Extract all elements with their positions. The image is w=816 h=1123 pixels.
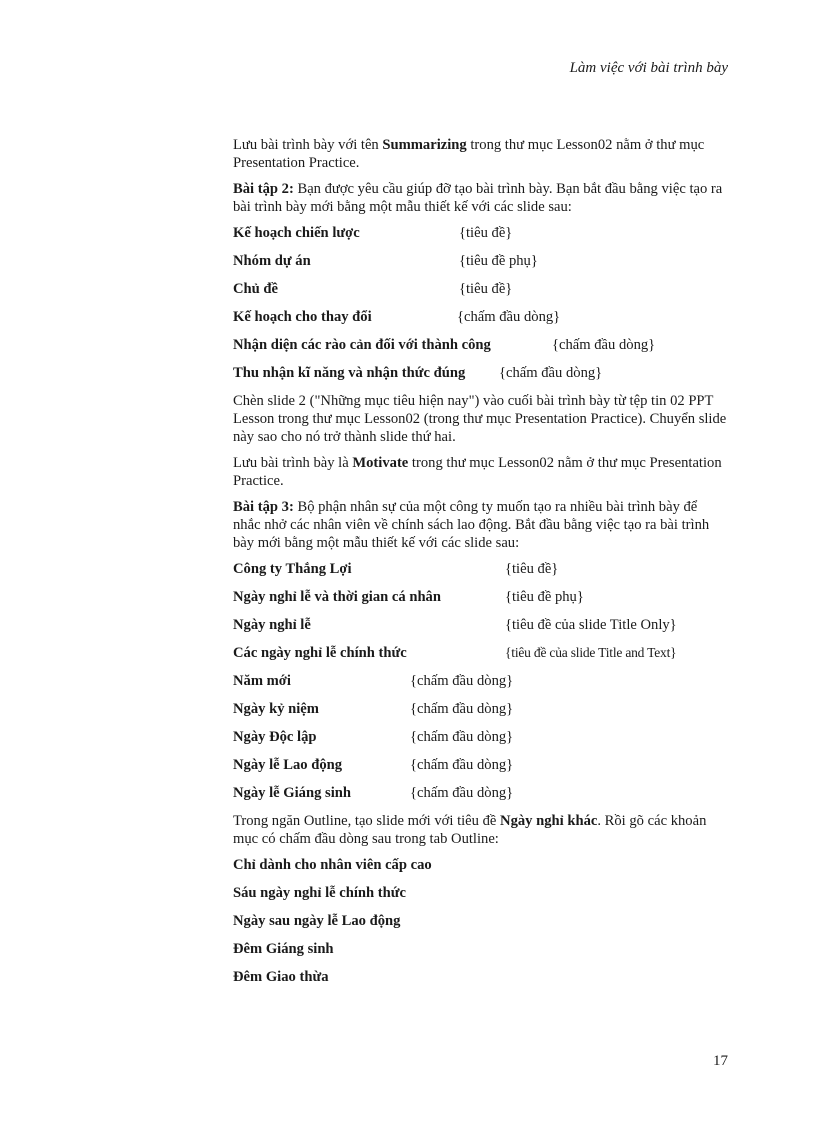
text: . Rồi gõ các khoản mục có chấm đầu dòng sau trong tab Outline: (233, 813, 707, 847)
slide-note: {chấm đầu dòng} (457, 309, 561, 325)
slide-title: Chủ đề (233, 281, 279, 297)
list-item (233, 644, 728, 662)
slide-note: {tiêu đề của slide Title Only} (505, 617, 677, 633)
slide-title: Các ngày nghỉ lễ chính thức (233, 645, 407, 661)
bullet-title: Ngày lễ Giáng sinh (233, 785, 351, 801)
running-header: Làm việc với bài trình bày (569, 60, 728, 76)
list-item (233, 756, 728, 774)
list-item: Ngày sau ngày lễ Lao động (233, 913, 401, 929)
bullet-title: Ngày Độc lập (233, 729, 317, 745)
list-item (233, 252, 728, 270)
text: trong thư mục Lesson02 nằm ở thư mục Presentation Practice. (233, 455, 722, 489)
slide-list-1 (233, 224, 728, 382)
list-item (233, 364, 728, 382)
bullet-title: Ngày lễ Lao động (233, 757, 343, 773)
slide-title: Nhóm dự án (233, 253, 311, 269)
slide-note: {chấm đầu dòng} (499, 365, 603, 381)
slide-title: Nhận diện các rào cản đối với thành công (233, 337, 491, 353)
list-item (233, 588, 728, 606)
slide-note: {tiêu đề} (459, 225, 513, 241)
page-number: 17 (713, 1053, 728, 1069)
paragraph-insert-slide (233, 392, 728, 446)
text: Lưu bài trình bày là (233, 455, 353, 471)
text: Trong ngăn Outline, tạo slide mới với tiêu đề (233, 813, 501, 829)
paragraph-exercise-2 (233, 180, 728, 216)
list-item (233, 336, 728, 354)
list-item (233, 224, 728, 242)
paragraph-save-motivate (233, 454, 728, 490)
list-item (233, 784, 728, 802)
bullet-title: Năm mới (233, 673, 291, 689)
exercise-label: Bài tập 2: (233, 181, 294, 197)
list-item (233, 308, 728, 326)
list-item: Chỉ dành cho nhân viên cấp cao (233, 857, 432, 873)
bullet-note: {chấm đầu dòng} (410, 729, 514, 745)
bullet-title: Ngày kỷ niệm (233, 701, 319, 717)
list-item: Đêm Giáng sinh (233, 941, 334, 957)
text: Bộ phận nhân sự của một công ty muốn tạo ra nhiều bài trình bày để nhắc nhở các nhân viên về chính sách lao động. Bắt đầu bằng việc tạo ra bài trình bày mới bằng một mẫu thiết kế với các slide sau: (233, 499, 710, 551)
slide-list-2 (233, 560, 728, 662)
list-item: Đêm Giao thừa (233, 969, 329, 985)
slide-note: {tiêu đề phụ} (505, 589, 584, 605)
text: trong thư mục Lesson02 nằm ở thư mục Presentation Practice. (233, 137, 705, 171)
list-item (233, 700, 728, 718)
bullet-note: {chấm đầu dòng} (410, 757, 514, 773)
bullet-note: {chấm đầu dòng} (410, 785, 514, 801)
slide-note: {tiêu đề phụ} (459, 253, 538, 269)
slide-title: Kế hoạch cho thay đổi (233, 309, 372, 325)
list-item: Sáu ngày nghỉ lễ chính thức (233, 885, 406, 901)
slide-note: {tiêu đề của slide Title and Text} (505, 645, 677, 660)
slide-note: {tiêu đề} (459, 281, 513, 297)
text: Bạn được yêu cầu giúp đỡ tạo bài trình bày. Bạn bắt đầu bằng việc tạo ra bài trình bày mới bằng một mẫu thiết kế với các slide sau: (233, 181, 723, 215)
outline-bullet-list (233, 856, 728, 986)
text: Chèn slide 2 ("Những mục tiêu hiện nay") vào cuối bài trình bày từ tệp tin 02 PPT Lesson trong thư mục Lesson02 (trong thư mục Presentation Practice). Chuyển slide này sao cho nó trở thành slide thứ hai. (233, 393, 727, 445)
list-item (233, 728, 728, 746)
slide-title: Ngày nghỉ lễ (233, 617, 311, 633)
bold-term: Summarizing (382, 137, 467, 153)
exercise-label: Bài tập 3: (233, 499, 294, 515)
bullet-note: {chấm đầu dòng} (410, 701, 514, 717)
slide-title: Ngày nghỉ lễ và thời gian cá nhân (233, 589, 441, 605)
slide-note: {tiêu đề} (505, 561, 559, 577)
list-item (233, 672, 728, 690)
paragraph-save-summarizing (233, 136, 728, 172)
list-item (233, 616, 728, 634)
text: Lưu bài trình bày với tên (233, 137, 383, 153)
list-item (233, 560, 728, 578)
slide-note: {chấm đầu dòng} (552, 337, 656, 353)
paragraph-outline (233, 812, 728, 848)
slide-list-3 (233, 672, 728, 802)
slide-title: Kế hoạch chiến lược (233, 225, 360, 241)
page-content (233, 136, 728, 996)
slide-title: Thu nhận kĩ năng và nhận thức đúng (233, 365, 466, 381)
bullet-note: {chấm đầu dòng} (410, 673, 514, 689)
bold-term: Ngày nghỉ khác (500, 813, 598, 829)
bold-term: Motivate (352, 455, 409, 471)
slide-title: Công ty Thắng Lợi (233, 561, 352, 577)
paragraph-exercise-3 (233, 498, 728, 552)
list-item (233, 280, 728, 298)
